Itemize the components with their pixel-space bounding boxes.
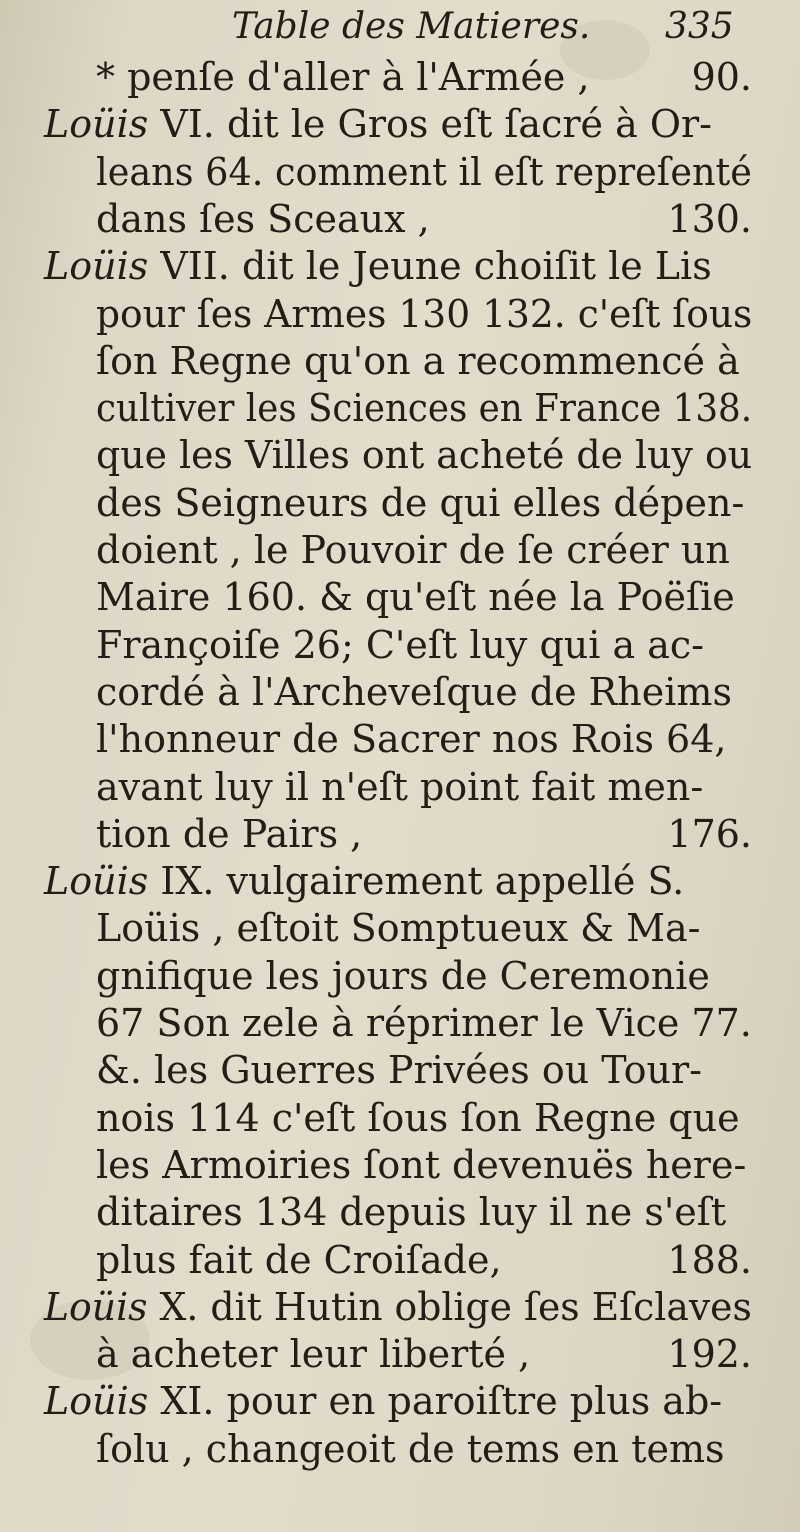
- index-entry-line: [96, 385, 752, 431]
- index-entry-line: [96, 432, 752, 478]
- entry-text: 67 Son zele à réprimer le Vice 77.: [96, 1001, 752, 1045]
- entry-text: * penſe d'aller à l'Armée ,: [96, 55, 590, 99]
- entry-text: leans 64. comment il eſt repreſenté: [96, 150, 752, 194]
- index-entry-line: [96, 527, 730, 573]
- entry-text: Loüis , eſtoit Somptueux & Ma-: [96, 906, 701, 950]
- entry-text: Françoiſe 26; C'eſt luy qui a ac-: [96, 623, 704, 667]
- entry-text: avant luy il n'eſt point fait men-: [96, 765, 704, 809]
- entry-text: VI. dit le Gros eſt ſacré à Or-: [148, 102, 712, 146]
- entry-text: gnifique les jours de Ceremonie: [96, 954, 710, 998]
- entry-headword: Loüis: [44, 1285, 148, 1329]
- index-entry-line: [96, 291, 752, 337]
- entry-text: ditaires 134 depuis luy il ne s'eſt: [96, 1190, 727, 1234]
- index-entry-line: [96, 622, 704, 668]
- index-entry-line: [96, 149, 752, 195]
- index-entry-line: [96, 1426, 724, 1472]
- page-reference: 192.: [667, 1332, 752, 1376]
- index-entry-line: [96, 1189, 726, 1235]
- entry-text: dans ſes Sceaux ,: [96, 197, 430, 241]
- page-reference: 176.: [667, 812, 752, 856]
- index-entry-line: [96, 953, 710, 999]
- entry-text: IX. vulgairement appellé S.: [148, 859, 685, 903]
- entry-text: pour ſes Armes 130 132. c'eſt ſous: [96, 292, 753, 336]
- entry-headword: Loüis: [44, 102, 149, 146]
- entry-text: que les Villes ont acheté de luy ou: [96, 433, 753, 477]
- page-reference: 188.: [667, 1238, 752, 1282]
- index-entry-heading-line: [44, 858, 684, 904]
- page-reference: 130.: [667, 197, 752, 241]
- running-head-title: Table des Matieres.: [232, 6, 591, 47]
- index-entry-line: [96, 1331, 530, 1377]
- entry-headword: Loüis: [44, 1379, 149, 1423]
- index-entry-line: [96, 574, 735, 620]
- index-entry-heading-line: [44, 1378, 722, 1424]
- index-entry-line: [96, 54, 590, 100]
- entry-text: XI. pour en paroiſtre plus ab-: [148, 1379, 723, 1423]
- entry-headword: Loüis: [44, 244, 149, 288]
- index-entry-line: [96, 669, 732, 715]
- index-entry-line: [96, 196, 430, 242]
- entry-text: VII. dit le Jeune choiſit le Lis: [148, 244, 712, 288]
- entry-text: cultiver les Sciences en France 138.: [96, 386, 753, 430]
- entry-text: Maire 160. & qu'eſt née la Poëſie: [96, 575, 735, 619]
- index-entry-line: [96, 905, 700, 951]
- entry-text: &. les Guerres Privées ou Tour-: [96, 1048, 703, 1092]
- index-entry-line: [96, 1047, 702, 1093]
- index-entry-line: [96, 1237, 502, 1283]
- entry-text: nois 114 c'eſt ſous ſon Regne que: [96, 1096, 740, 1140]
- entry-text: à acheter leur liberté ,: [96, 1332, 531, 1376]
- page-reference: 90.: [691, 55, 752, 99]
- page-number: 335: [665, 6, 734, 47]
- index-entry-heading-line: [44, 101, 712, 147]
- entry-text: X. dit Hutin oblige ſes Eſclaves: [147, 1285, 752, 1329]
- index-entry-line: [96, 764, 703, 810]
- index-entry-line: [96, 716, 726, 762]
- entry-text: cordé à l'Archeveſque de Rheims: [96, 670, 732, 714]
- index-entry-line: [96, 338, 740, 384]
- entry-text: plus fait de Croiſade,: [96, 1238, 502, 1282]
- entry-text: l'honneur de Sacrer nos Rois 64,: [96, 717, 727, 761]
- entry-text: des Seigneurs de qui elles dépen-: [96, 481, 745, 525]
- entry-text: tion de Pairs ,: [96, 812, 363, 856]
- entry-text: doient , le Pouvoir de ſe créer un: [96, 528, 730, 572]
- index-entry-line: [96, 811, 362, 857]
- entry-headword: Loüis: [44, 859, 149, 903]
- index-entry-line: [96, 1000, 752, 1046]
- entry-text: ſon Regne qu'on a recommencé à: [96, 339, 740, 383]
- index-entry-heading-line: [44, 1284, 752, 1330]
- index-entry-line: [96, 480, 744, 526]
- entry-text: les Armoiries ſont devenuës here-: [96, 1143, 747, 1187]
- index-entry-line: [96, 1095, 740, 1141]
- index-entry-heading-line: [44, 243, 712, 289]
- entry-text: ſolu , changeoit de tems en tems: [96, 1427, 725, 1471]
- index-entry-line: [96, 1142, 746, 1188]
